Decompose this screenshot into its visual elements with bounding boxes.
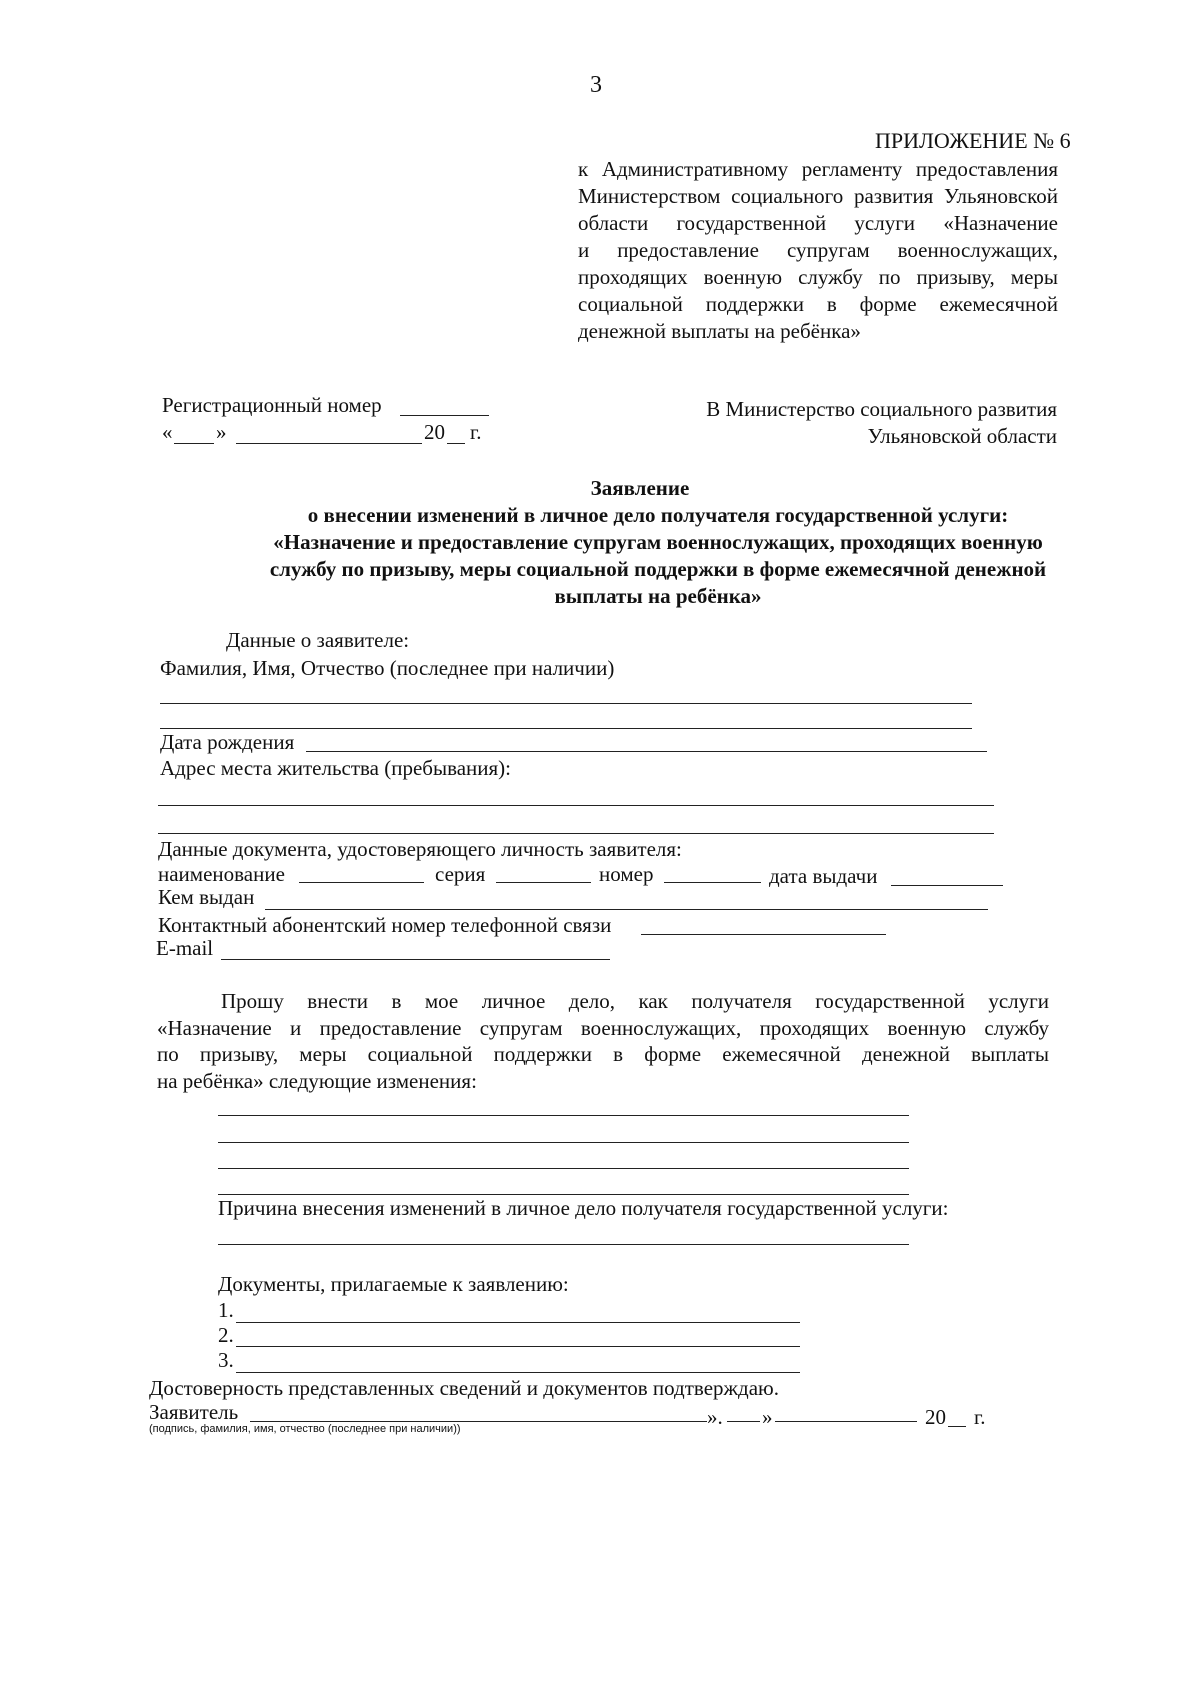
appendix-line: области государственной услуги «Назначение	[578, 211, 1058, 235]
signature-day-field[interactable]	[727, 1421, 760, 1422]
signature-year-prefix: 20	[925, 1405, 946, 1429]
changes-field-line[interactable]	[218, 1194, 909, 1195]
document-item-field[interactable]	[236, 1372, 800, 1373]
heading-line: выплаты на ребёнка»	[554, 584, 762, 608]
document-item-number: 1.	[218, 1298, 234, 1322]
changes-field-line[interactable]	[218, 1115, 909, 1116]
birth-date-label: Дата рождения	[160, 730, 295, 754]
address-label: Адрес места жительства (пребывания):	[160, 756, 512, 780]
heading-subtitle	[0, 502, 1200, 610]
registration-year-suffix: г.	[470, 420, 482, 444]
signature-year-field[interactable]	[948, 1426, 966, 1427]
documents-label: Документы, прилагаемые к заявлению:	[218, 1272, 569, 1296]
signature-year-suffix: г.	[974, 1405, 986, 1429]
issue-date-label: дата выдачи	[769, 864, 878, 888]
document-item-number: 3.	[218, 1348, 234, 1372]
signature-caption: (подпись, фамилия, имя, отчество (последнее при наличии))	[149, 1423, 461, 1435]
document-item-number: 2.	[218, 1323, 234, 1347]
email-label: E-mail	[156, 936, 214, 960]
document-item-field[interactable]	[236, 1322, 800, 1323]
registration-number-label: Регистрационный номер	[162, 393, 382, 417]
reason-field[interactable]	[218, 1244, 909, 1245]
registration-year-prefix: 20	[424, 420, 445, 444]
appendix-title: ПРИЛОЖЕНИЕ № 6	[875, 128, 1071, 153]
request-line: по призыву, меры социальной поддержки в форме ежемесячной денежной выплаты	[157, 1042, 1049, 1066]
recipient-line: В Министерство социального развития	[706, 397, 1057, 421]
fio-field-line[interactable]	[160, 703, 972, 704]
registration-month-field[interactable]	[236, 443, 422, 444]
phone-field[interactable]	[641, 934, 886, 935]
changes-field-line[interactable]	[218, 1142, 909, 1143]
page-number: 3	[590, 72, 602, 98]
doc-name-field[interactable]	[299, 882, 424, 883]
appendix-line: социальной поддержки в форме ежемесячной	[578, 292, 1058, 316]
appendix-line: к Административному регламенту предоставления	[578, 157, 1058, 181]
recipient-line: Ульяновской области	[867, 424, 1057, 448]
heading-line: «Назначение и предоставление супругам военнослужащих, проходящих военную	[273, 530, 1043, 554]
series-field[interactable]	[496, 882, 591, 883]
address-field-line[interactable]	[158, 805, 994, 806]
registration-day-field[interactable]	[174, 443, 214, 444]
birth-date-field[interactable]	[306, 751, 987, 752]
registration-year-field[interactable]	[447, 443, 465, 444]
fio-field-line[interactable]	[160, 728, 972, 729]
heading-title: Заявление	[590, 476, 690, 500]
doc-number-label: номер	[599, 862, 654, 886]
series-label: серия	[435, 862, 486, 886]
email-field[interactable]	[221, 959, 610, 960]
doc-number-field[interactable]	[664, 882, 761, 883]
heading-line: о внесении изменений в личное дело получателя государственной услуги:	[307, 503, 1009, 527]
issued-by-field[interactable]	[265, 909, 988, 910]
registration-quote-close: »	[216, 420, 227, 444]
request-line: на ребёнка» следующие изменения:	[157, 1068, 477, 1093]
phone-label: Контактный абонентский номер телефонной связи	[158, 913, 612, 937]
applicant-section-label: Данные о заявителе:	[226, 628, 410, 652]
registration-quote-open: «	[162, 420, 173, 444]
registration-number-field[interactable]	[400, 415, 489, 416]
signature-quote-2: »	[762, 1405, 773, 1429]
address-field-line[interactable]	[158, 833, 994, 834]
applicant-signature-label: Заявитель	[149, 1400, 239, 1424]
signature-quote-1: ».	[707, 1405, 723, 1429]
appendix-text	[578, 156, 1058, 345]
request-line: «Назначение и предоставление супругам военнослужащих, проходящих военную службу	[157, 1015, 1049, 1040]
appendix-line: денежной выплаты на ребёнка»	[578, 319, 861, 343]
fio-label: Фамилия, Имя, Отчество (последнее при наличии)	[160, 656, 615, 680]
issue-date-field[interactable]	[891, 885, 1003, 886]
heading-line: службу по призыву, меры социальной поддержки в форме ежемесячной денежной	[269, 557, 1047, 581]
issued-by-label: Кем выдан	[158, 885, 255, 909]
appendix-line: и предоставление супругам военнослужащих,	[578, 238, 1058, 262]
request-paragraph	[157, 988, 1049, 1094]
id-document-label: Данные документа, удостоверяющего личность заявителя:	[158, 837, 682, 861]
signature-month-field[interactable]	[775, 1421, 917, 1422]
signature-field[interactable]	[250, 1421, 707, 1422]
appendix-line: проходящих военную службу по призыву, меры	[578, 265, 1058, 289]
confirmation-text: Достоверность представленных сведений и документов подтверждаю.	[149, 1376, 779, 1400]
changes-field-line[interactable]	[218, 1168, 909, 1169]
appendix-line: Министерством социального развития Ульяновской	[578, 184, 1058, 208]
request-line: Прошу внести в мое личное дело, как получателя государственной услуги	[221, 989, 1049, 1013]
reason-label: Причина внесения изменений в личное дело получателя государственной услуги:	[218, 1196, 949, 1220]
document-item-field[interactable]	[236, 1346, 800, 1347]
doc-name-label: наименование	[158, 862, 285, 886]
